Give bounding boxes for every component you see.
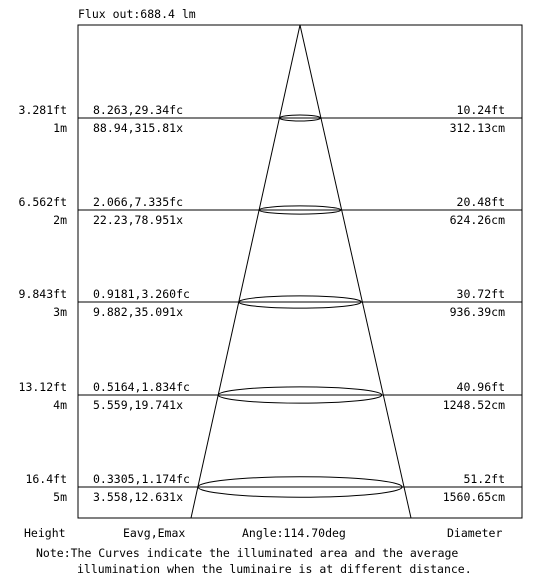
- diameter-cm-label: 1248.52cm: [442, 398, 505, 412]
- diameter-cm-label: 312.13cm: [449, 121, 505, 135]
- diameter-cm-label: 936.39cm: [449, 305, 505, 319]
- illuminance-lx-label: 22.23,78.951x: [93, 213, 184, 227]
- illuminance-lx-label: 3.558,12.631x: [93, 490, 184, 504]
- height-ft-label: 3.281ft: [18, 103, 67, 117]
- height-ft-label: 13.12ft: [18, 380, 67, 394]
- distance-row: [19, 380, 522, 412]
- diameter-ft-label: 51.2ft: [463, 472, 505, 486]
- distance-row: [19, 195, 522, 227]
- cone-left-edge: [191, 25, 300, 518]
- diameter-ft-label: 40.96ft: [456, 380, 505, 394]
- distance-row: [25, 472, 522, 504]
- distance-row: [19, 287, 522, 319]
- note-line-2: illumination when the luminaire is at different distance.: [77, 562, 472, 576]
- height-m-label: 1m: [53, 121, 67, 135]
- diameter-ft-label: 10.24ft: [456, 103, 505, 117]
- note-line-1: Note:The Curves indicate the illuminated area and the average: [36, 546, 459, 560]
- height-m-label: 2m: [53, 213, 67, 227]
- height-ft-label: 16.4ft: [25, 472, 67, 486]
- height-column-label: Height: [24, 526, 66, 540]
- height-ft-label: 9.843ft: [18, 287, 67, 301]
- height-ft-label: 6.562ft: [18, 195, 67, 209]
- illuminance-fc-label: 8.263,29.34fc: [93, 103, 184, 117]
- diameter-cm-label: 1560.65cm: [442, 490, 505, 504]
- beam-angle-label: Angle:114.70deg: [242, 526, 346, 540]
- distance-rows: [19, 103, 522, 504]
- eavg-emax-column-label: Eavg,Emax: [123, 526, 186, 540]
- illuminance-fc-label: 0.9181,3.260fc: [93, 287, 190, 301]
- illuminance-fc-label: 0.3305,1.174fc: [93, 472, 190, 486]
- diameter-ft-label: 20.48ft: [456, 195, 505, 209]
- diameter-cm-label: 624.26cm: [449, 213, 505, 227]
- illuminance-lx-label: 9.882,35.091x: [93, 305, 184, 319]
- cone-right-edge: [300, 25, 411, 518]
- illuminance-fc-label: 2.066,7.335fc: [93, 195, 184, 209]
- height-m-label: 3m: [53, 305, 67, 319]
- flux-label: Flux out:688.4 lm: [78, 7, 196, 21]
- height-m-label: 4m: [53, 398, 67, 412]
- illuminance-fc-label: 0.5164,1.834fc: [93, 380, 190, 394]
- diagram-frame: [78, 25, 522, 518]
- illuminance-lx-label: 88.94,315.81x: [93, 121, 184, 135]
- diameter-ft-label: 30.72ft: [456, 287, 505, 301]
- illuminance-lx-label: 5.559,19.741x: [93, 398, 184, 412]
- height-m-label: 5m: [53, 490, 67, 504]
- diameter-column-label: Diameter: [447, 526, 503, 540]
- distance-row: [19, 103, 522, 135]
